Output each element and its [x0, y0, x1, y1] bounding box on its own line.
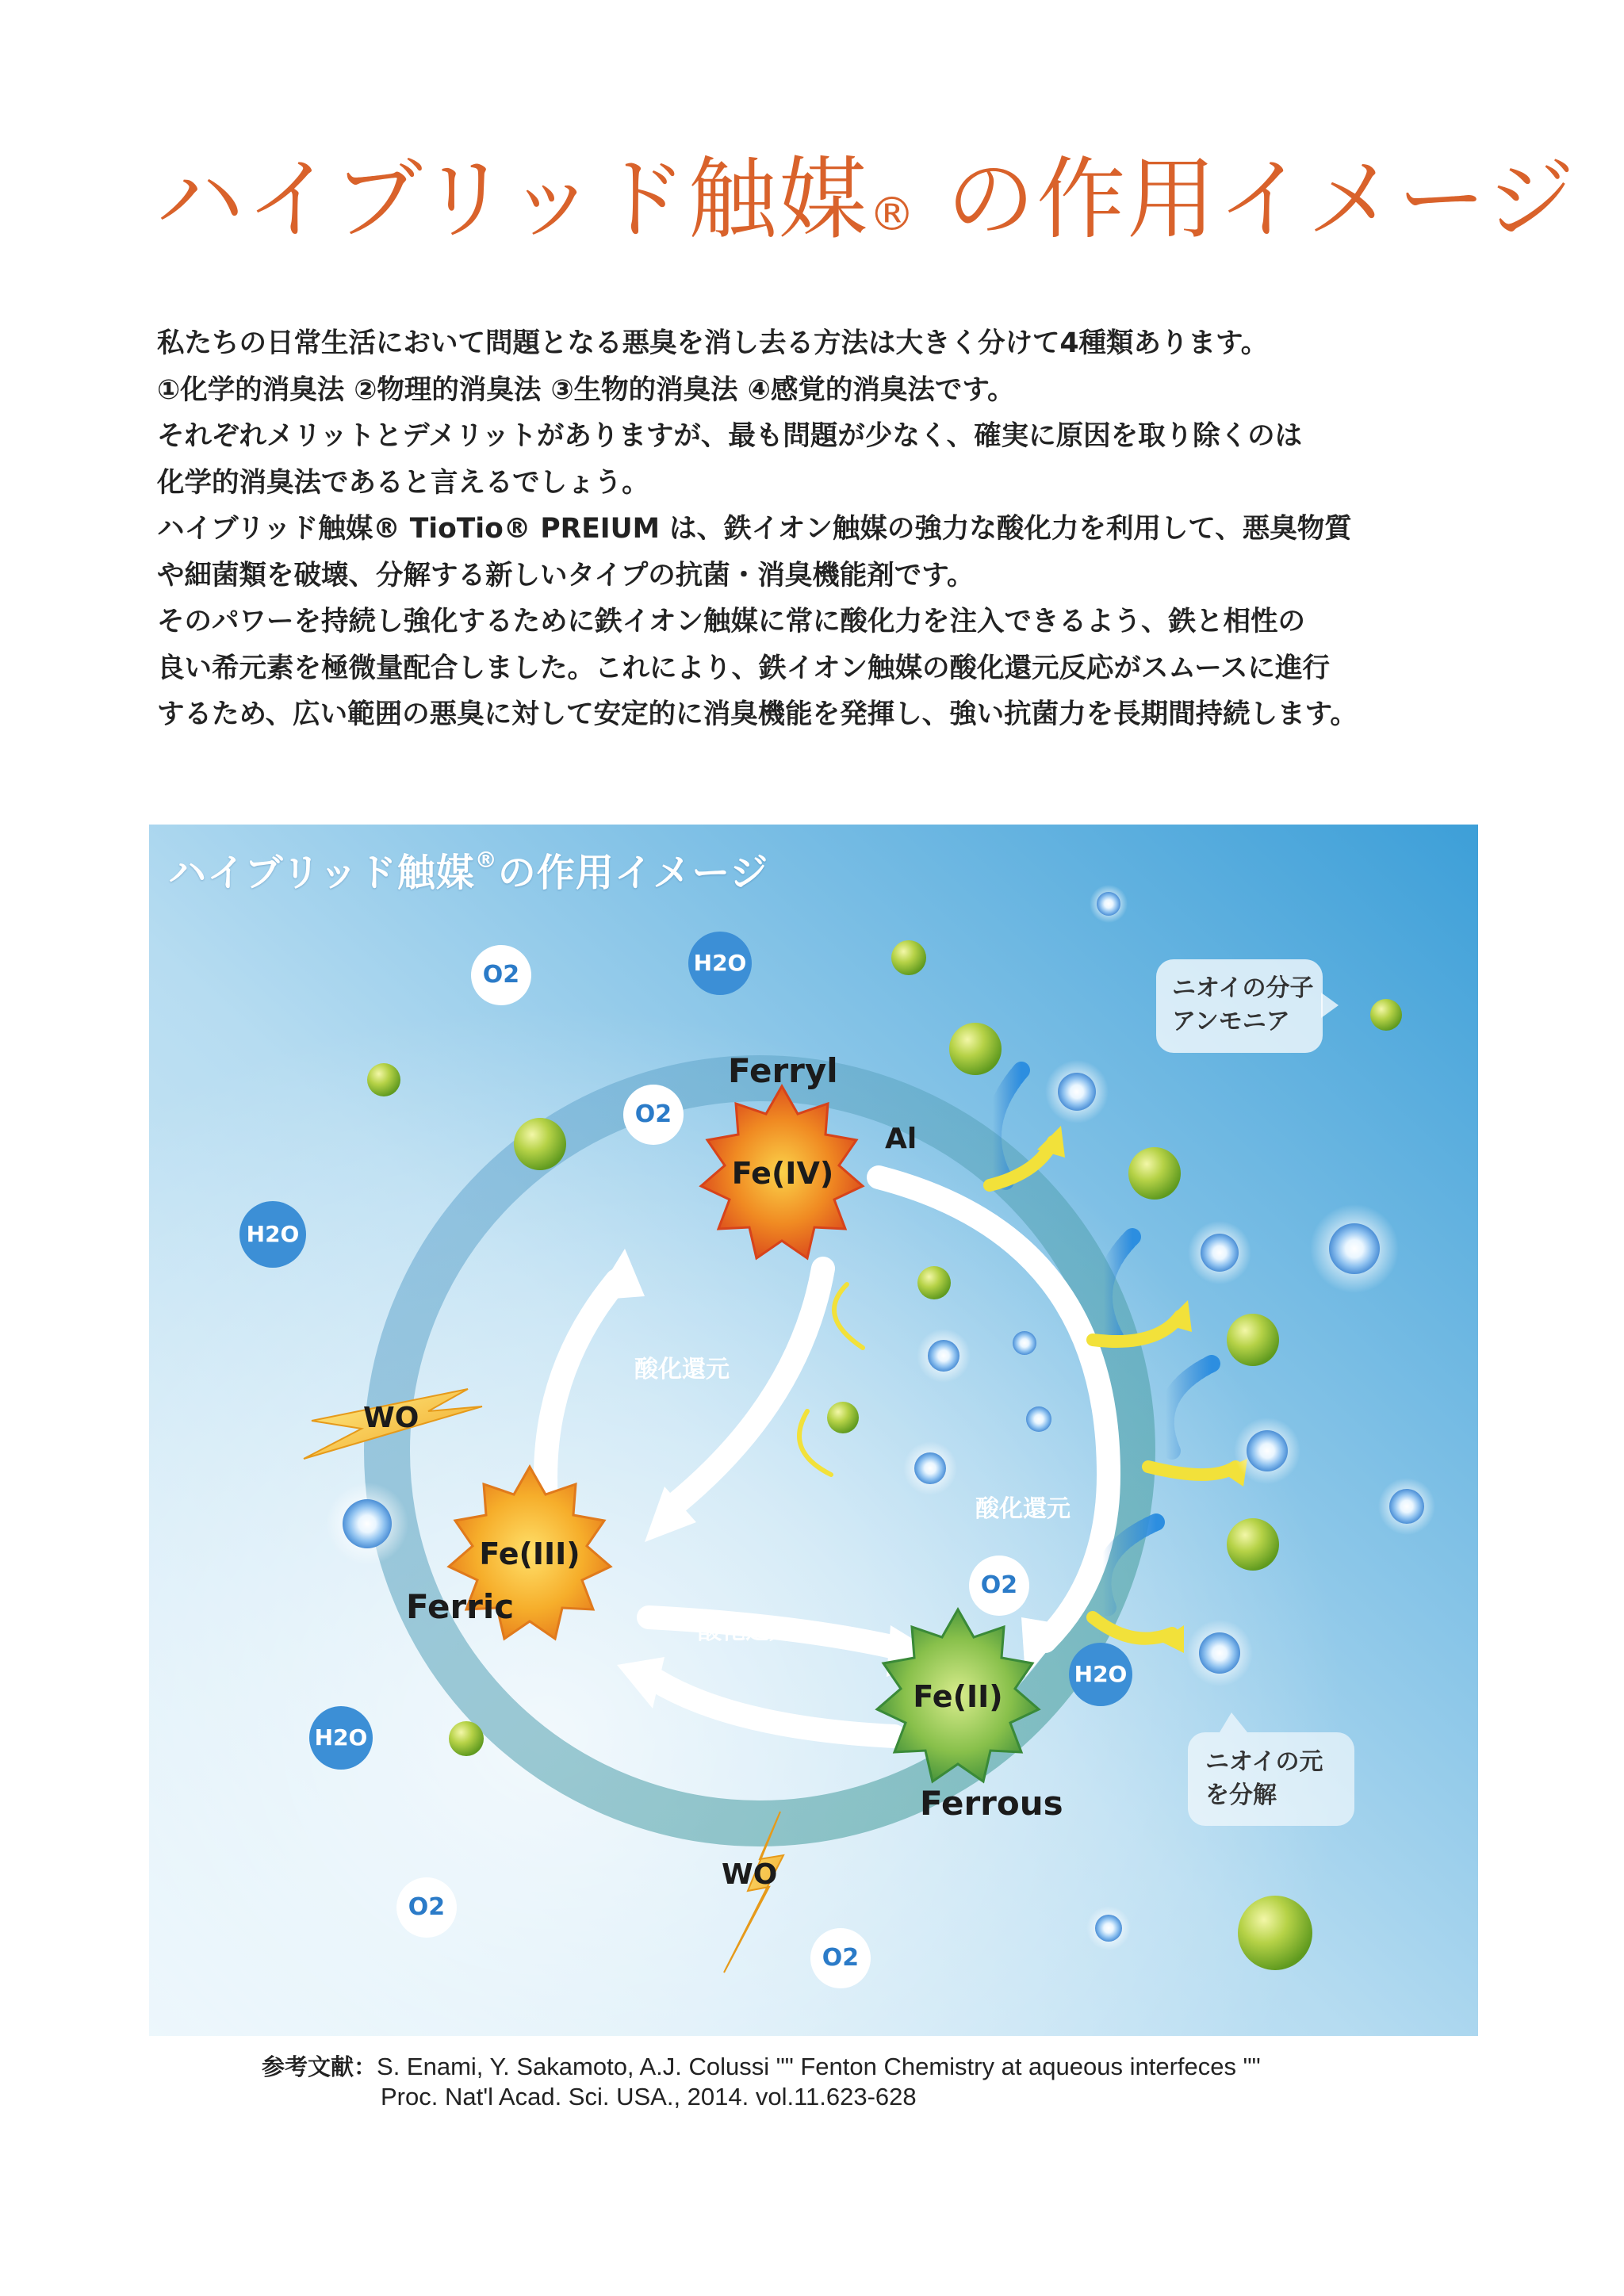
- fe2-symbol: Fe(II): [913, 1679, 1003, 1714]
- intro-line: 化学的消臭法であると言えるでしょう。: [157, 466, 649, 499]
- decomposed-molecule: [1013, 1331, 1036, 1355]
- decomposed-molecule: [343, 1499, 392, 1548]
- citation: [262, 2052, 1451, 2112]
- odor-molecule: [1128, 1147, 1181, 1200]
- diagram-registered-mark: ®: [474, 847, 498, 873]
- o2-label: O2: [408, 1893, 446, 1921]
- diagram-title-main: ハイブリッド触媒: [168, 851, 475, 895]
- cycle-label-left: 酸化還元: [634, 1356, 730, 1383]
- callout-odor-line2: アンモニア: [1172, 1008, 1290, 1035]
- decomposed-molecule: [1026, 1406, 1051, 1432]
- callout-odor-text: [1172, 972, 1314, 1039]
- decomposed-molecule: [1389, 1489, 1424, 1524]
- intro-line: それぞれメリットとデメリットがありますが、最も問題が少なく、確実に原因を取り除くのは: [157, 420, 1303, 452]
- intro-line: ①化学的消臭法 ②物理的消臭法 ③生物的消臭法 ④感覚的消臭法です。: [157, 373, 1015, 406]
- wo-label-bottom: WO: [722, 1858, 778, 1891]
- fe3-symbol: Fe(III): [479, 1536, 580, 1571]
- o2-label: O2: [634, 1100, 672, 1128]
- decomposed-molecule: [1058, 1073, 1096, 1111]
- page-title-rest: の作用イメージ: [916, 148, 1576, 251]
- catalyst-diagram: [149, 825, 1478, 2036]
- decomposed-molecule: [928, 1340, 959, 1372]
- decomposed-molecule: [1329, 1223, 1380, 1274]
- odor-molecule: [449, 1721, 484, 1756]
- decomposed-molecule: [1247, 1430, 1288, 1471]
- o2-label: O2: [822, 1944, 860, 1972]
- callout-decomp-line1: ニオイの元: [1205, 1748, 1323, 1776]
- odor-molecule: [1238, 1896, 1312, 1970]
- decomposed-molecule: [914, 1452, 946, 1484]
- h2o-label: H2O: [314, 1724, 368, 1751]
- fe4-name: Ferryl: [728, 1051, 838, 1090]
- intro-line: するため、広い範囲の悪臭に対して安定的に消臭機能を発揮し、強い抗菌力を長期間持続します。: [157, 698, 1358, 730]
- odor-molecule: [1227, 1518, 1279, 1571]
- h2o-label: H2O: [246, 1221, 300, 1247]
- odor-molecule: [1227, 1314, 1279, 1366]
- registered-mark: ®: [868, 187, 917, 241]
- fe3-name: Ferric: [406, 1587, 515, 1626]
- cycle-label-bottom: 酸化還元: [698, 1617, 793, 1645]
- decomposed-molecule: [1201, 1234, 1239, 1272]
- h2o-label: H2O: [693, 950, 747, 976]
- decomposed-molecule: [1199, 1632, 1240, 1674]
- callout-decomp-text: [1205, 1746, 1323, 1812]
- odor-molecule: [891, 940, 926, 975]
- fe4-symbol: Fe(IV): [731, 1156, 834, 1191]
- decomposed-molecule: [1097, 892, 1120, 916]
- intro-line: や細菌類を破壊、分解する新しいタイプの抗菌・消臭機能剤です。: [157, 559, 975, 591]
- h2o-label: H2O: [1074, 1661, 1128, 1687]
- odor-molecule: [367, 1063, 400, 1096]
- fe2-name: Ferrous: [920, 1784, 1063, 1823]
- callout-odor-line1: ニオイの分子: [1172, 974, 1314, 1002]
- o2-label: O2: [980, 1571, 1018, 1599]
- intro-text: [157, 320, 1489, 738]
- citation-line2: Proc. Nat'l Acad. Sci. USA., 2014. vol.11.623-628: [381, 2083, 917, 2110]
- odor-molecule: [514, 1118, 566, 1170]
- page-title-main: ハイブリッド触媒: [155, 148, 869, 251]
- o2-label: O2: [482, 961, 520, 989]
- cycle-label-right: 酸化還元: [975, 1495, 1071, 1523]
- citation-authors: S. Enami, Y. Sakamoto, A.J. Colussi "" Fenton Chemistry at aqueous interfeces "": [377, 2053, 1261, 2080]
- citation-label: 参考文献：: [262, 2053, 377, 2080]
- intro-line: そのパワーを持続し強化するために鉄イオン触媒に常に酸化力を注入できるよう、鉄と相性の: [157, 606, 1305, 637]
- intro-line: ハイブリッド触媒® TioTio® PREIUM は、鉄イオン触媒の強力な酸化力を利用して、悪臭物質: [157, 513, 1352, 545]
- decomposed-molecule: [1095, 1915, 1122, 1942]
- diagram-title: [168, 842, 768, 897]
- odor-molecule: [949, 1023, 1002, 1075]
- odor-molecule: [917, 1266, 951, 1299]
- wo-label-left: WO: [363, 1402, 419, 1434]
- al-label: Al: [885, 1123, 917, 1155]
- citation-line1: [262, 2052, 1451, 2082]
- callout-decomp-line2: を分解: [1205, 1781, 1277, 1809]
- odor-molecule: [827, 1402, 859, 1433]
- diagram-title-rest: の作用イメージ: [497, 851, 769, 895]
- intro-line: 私たちの日常生活において問題となる悪臭を消し去る方法は大きく分けて4種類あります。: [157, 327, 1269, 359]
- odor-molecule: [1370, 999, 1402, 1031]
- intro-line: 良い希元素を極微量配合しました。これにより、鉄イオン触媒の酸化還元反応がスムースに進行: [157, 652, 1331, 684]
- page-title: [155, 144, 1576, 255]
